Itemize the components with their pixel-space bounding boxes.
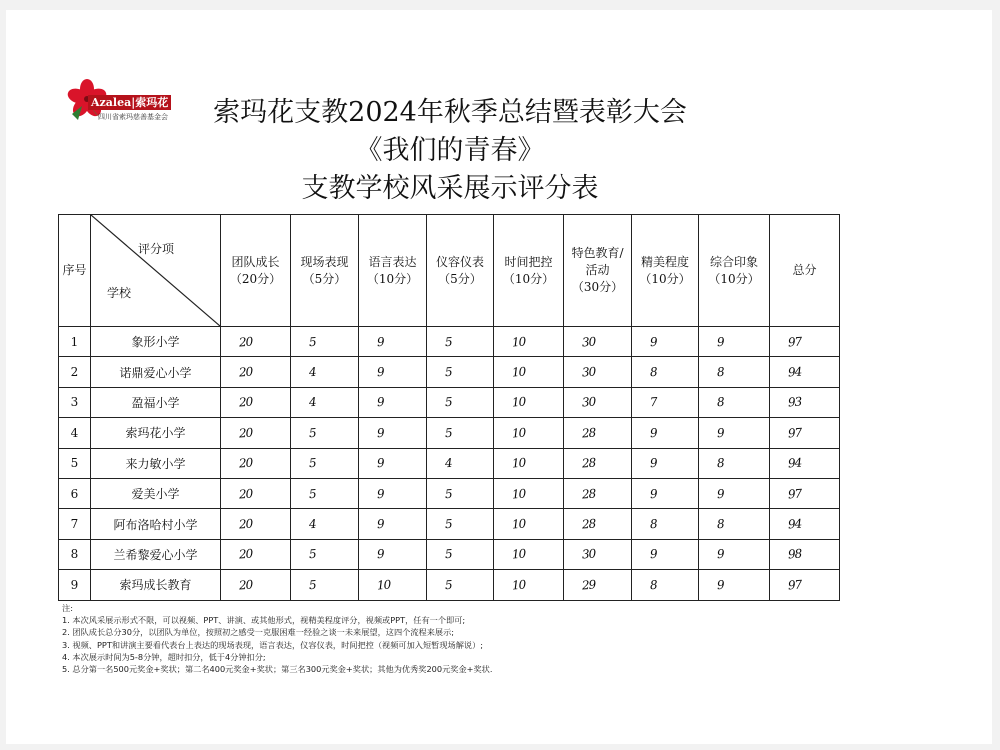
header-criterion xyxy=(699,215,770,327)
header-criterion-line: 总分 xyxy=(792,263,817,277)
row-index: 3 xyxy=(59,387,91,417)
handwritten-score xyxy=(427,357,494,387)
row-index: 2 xyxy=(59,357,91,387)
handwritten-score xyxy=(632,327,699,357)
handwritten-score xyxy=(291,357,359,387)
total-score xyxy=(770,539,840,569)
score-value: 8 xyxy=(649,364,658,380)
header-criterion xyxy=(494,215,564,327)
handwritten-score xyxy=(359,357,427,387)
header-criterion xyxy=(632,215,699,327)
score-value: 10 xyxy=(511,364,526,380)
score-value: 9 xyxy=(376,364,385,380)
header-criterion xyxy=(291,215,359,327)
header-criterion-line: （10分） xyxy=(639,271,691,286)
handwritten-score xyxy=(494,357,564,387)
score-value: 9 xyxy=(376,334,385,349)
header-criterion-line: 特色教育/ xyxy=(571,246,624,260)
note-item: 4. 本次展示时间为5-8分钟，超时扣分，低于4分钟扣分; xyxy=(62,651,266,662)
handwritten-score xyxy=(359,387,427,417)
score-value: 20 xyxy=(238,577,253,593)
total-score xyxy=(770,448,840,478)
score-value: 8 xyxy=(716,456,725,471)
score-value: 30 xyxy=(581,395,596,410)
handwritten-score xyxy=(221,509,291,539)
header-criterion-line: 语言表达 xyxy=(368,254,417,269)
header-criterion-line: 综合印象 xyxy=(709,254,758,269)
score-value: 5 xyxy=(444,516,453,532)
school-name: 诺鼎爱心小学 xyxy=(91,357,221,387)
handwritten-score xyxy=(221,539,291,569)
score-value: 8 xyxy=(649,577,658,593)
handwritten-score xyxy=(291,448,359,478)
score-value: 97 xyxy=(787,425,802,441)
score-value: 10 xyxy=(511,395,526,410)
school-name: 盈福小学 xyxy=(91,387,221,417)
score-value: 20 xyxy=(238,395,253,410)
handwritten-score xyxy=(564,570,632,600)
row-index: 5 xyxy=(59,448,91,478)
handwritten-score xyxy=(632,509,699,539)
score-value: 10 xyxy=(511,516,526,532)
handwritten-score xyxy=(291,509,359,539)
handwritten-score xyxy=(564,448,632,478)
score-value: 4 xyxy=(308,516,317,532)
handwritten-score xyxy=(427,448,494,478)
score-value: 8 xyxy=(716,395,725,410)
score-value: 5 xyxy=(444,486,453,501)
score-value: 93 xyxy=(787,395,802,410)
handwritten-score xyxy=(427,570,494,600)
score-value: 5 xyxy=(308,456,317,471)
notes-section xyxy=(62,602,962,675)
main-title: 索玛花支教2024年秋季总结暨表彰大会 xyxy=(213,97,687,128)
handwritten-score xyxy=(359,448,427,478)
table-row xyxy=(59,448,840,478)
header-criterion-line: 仪容仪表 xyxy=(435,254,484,269)
handwritten-score xyxy=(564,418,632,448)
header-criterion-line: （10分） xyxy=(366,271,419,286)
score-value: 30 xyxy=(581,364,596,380)
score-value: 30 xyxy=(581,546,596,562)
handwritten-score xyxy=(427,539,494,569)
handwritten-score xyxy=(221,387,291,417)
table-row xyxy=(59,357,840,387)
score-value: 9 xyxy=(376,456,385,471)
table-row xyxy=(59,570,840,600)
score-value: 4 xyxy=(444,456,453,471)
handwritten-score xyxy=(494,570,564,600)
score-value: 4 xyxy=(308,364,317,380)
handwritten-score xyxy=(291,539,359,569)
header-criterion-line: 精美程度 xyxy=(640,254,689,269)
score-value: 30 xyxy=(581,334,596,350)
score-value: 8 xyxy=(649,516,658,532)
score-value: 94 xyxy=(787,516,802,532)
score-value: 9 xyxy=(376,516,385,532)
diagonal-line xyxy=(91,215,220,326)
handwritten-score xyxy=(699,448,770,478)
score-value: 5 xyxy=(444,577,453,593)
score-value: 28 xyxy=(581,425,596,441)
header-criterion-line: （5分） xyxy=(302,271,347,286)
score-value: 9 xyxy=(376,395,385,410)
score-value: 9 xyxy=(649,486,658,501)
handwritten-score xyxy=(427,509,494,539)
header-criterion-line: （20分） xyxy=(229,271,282,286)
score-value: 10 xyxy=(511,486,526,502)
handwritten-score xyxy=(221,357,291,387)
score-value: 9 xyxy=(376,425,385,441)
note-item: 2. 团队成长总分30分，以团队为单位，按照初之感受一克服困难一经验之谈一未来展望，这四个流程来展示; xyxy=(62,627,455,638)
row-index: 9 xyxy=(59,570,91,600)
score-value: 10 xyxy=(511,577,526,593)
score-value: 9 xyxy=(716,577,725,593)
handwritten-score xyxy=(632,418,699,448)
row-index: 7 xyxy=(59,509,91,539)
subtitle: 《我们的青春》 xyxy=(355,135,545,166)
handwritten-score xyxy=(359,478,427,508)
score-value: 97 xyxy=(787,486,802,502)
handwritten-score xyxy=(632,539,699,569)
score-value: 8 xyxy=(716,364,725,380)
score-value: 9 xyxy=(716,334,725,349)
header-criterion xyxy=(564,215,632,327)
handwritten-score xyxy=(632,570,699,600)
score-value: 10 xyxy=(511,334,526,350)
score-value: 20 xyxy=(238,546,253,562)
handwritten-score xyxy=(291,478,359,508)
school-name: 兰希黎爱心小学 xyxy=(91,539,221,569)
handwritten-score xyxy=(632,357,699,387)
school-name: 索玛花小学 xyxy=(91,418,221,448)
header-criterion-line: 活动 xyxy=(585,263,610,277)
handwritten-score xyxy=(632,478,699,508)
score-value: 5 xyxy=(308,334,317,349)
header-criterion-line: （10分） xyxy=(708,271,760,286)
note-item: 1. 本次风采展示形式不限，可以视频、PPT、讲演、或其他形式，视精美程度评分，视频或PPT，任有一个即可; xyxy=(62,615,466,626)
school-name: 索玛成长教育 xyxy=(91,570,221,600)
row-index: 6 xyxy=(59,478,91,508)
handwritten-score xyxy=(291,570,359,600)
score-value: 9 xyxy=(376,547,385,562)
handwritten-score xyxy=(221,418,291,448)
score-value: 5 xyxy=(444,547,453,562)
score-value: 10 xyxy=(376,577,391,593)
score-value: 20 xyxy=(238,425,253,441)
header-index: 序号 xyxy=(59,215,91,327)
score-value: 9 xyxy=(716,486,725,501)
handwritten-score xyxy=(494,509,564,539)
header-criterion-line: 时间把控 xyxy=(504,254,553,269)
total-score xyxy=(770,327,840,357)
handwritten-score xyxy=(359,509,427,539)
header-school-label: 学校 xyxy=(107,286,132,300)
handwritten-score xyxy=(494,478,564,508)
header-criterion xyxy=(770,215,840,327)
note-item: 3. 视频、PPT和讲演主要看代表台上表达的现场表现，语言表达，仪容仪表，时间把控（视频可加入短暂现场解说）; xyxy=(62,639,484,650)
score-value: 7 xyxy=(649,395,658,410)
row-index: 4 xyxy=(59,418,91,448)
score-value: 10 xyxy=(511,455,526,471)
handwritten-score xyxy=(427,387,494,417)
score-value: 5 xyxy=(444,364,453,380)
header-criteria-label: 评分项 xyxy=(137,242,174,256)
score-value: 29 xyxy=(581,577,596,593)
handwritten-score xyxy=(291,418,359,448)
score-value: 9 xyxy=(649,456,658,471)
handwritten-score xyxy=(221,327,291,357)
handwritten-score xyxy=(564,509,632,539)
score-value: 10 xyxy=(511,546,526,562)
school-name: 阿布洛哈村小学 xyxy=(91,509,221,539)
handwritten-score xyxy=(221,448,291,478)
handwritten-score xyxy=(494,327,564,357)
handwritten-score xyxy=(427,478,494,508)
handwritten-score xyxy=(564,357,632,387)
handwritten-score xyxy=(359,570,427,600)
score-value: 94 xyxy=(787,455,802,471)
header-criterion-line: （10分） xyxy=(502,271,555,286)
score-value: 20 xyxy=(238,364,253,380)
header-diagonal-cell xyxy=(91,215,221,327)
handwritten-score xyxy=(291,387,359,417)
handwritten-score xyxy=(632,448,699,478)
handwritten-score xyxy=(564,539,632,569)
table-row xyxy=(59,387,840,417)
score-value: 97 xyxy=(787,334,802,350)
score-value: 5 xyxy=(444,425,453,441)
header-criterion-line: （30分） xyxy=(571,280,624,294)
notes-heading: 注: xyxy=(62,603,73,613)
handwritten-score xyxy=(564,327,632,357)
total-score xyxy=(770,418,840,448)
score-value: 9 xyxy=(716,425,725,441)
score-value: 9 xyxy=(716,547,725,562)
score-value: 97 xyxy=(787,577,802,593)
header-criterion xyxy=(221,215,291,327)
total-score xyxy=(770,357,840,387)
score-value: 10 xyxy=(511,425,526,441)
handwritten-score xyxy=(427,327,494,357)
score-value: 9 xyxy=(376,486,385,501)
handwritten-score xyxy=(359,539,427,569)
score-value: 20 xyxy=(238,486,253,502)
handwritten-score xyxy=(699,478,770,508)
total-score xyxy=(770,570,840,600)
table-row xyxy=(59,539,840,569)
header-criterion xyxy=(427,215,494,327)
score-value: 8 xyxy=(716,516,725,532)
table-row xyxy=(59,418,840,448)
header-criterion-line: 现场表现 xyxy=(300,254,349,269)
score-value: 28 xyxy=(581,486,596,502)
total-score xyxy=(770,387,840,417)
logo-org-text: 四川省索玛慈善基金会 xyxy=(98,113,168,121)
score-value: 9 xyxy=(649,425,658,441)
handwritten-score xyxy=(494,539,564,569)
score-value: 5 xyxy=(308,425,317,441)
score-value: 5 xyxy=(308,577,317,593)
handwritten-score xyxy=(291,327,359,357)
header-criterion-line: 团队成长 xyxy=(231,254,280,269)
row-index: 8 xyxy=(59,539,91,569)
score-value: 28 xyxy=(581,455,596,471)
header-criterion xyxy=(359,215,427,327)
score-value: 5 xyxy=(444,395,453,410)
handwritten-score xyxy=(221,570,291,600)
handwritten-score xyxy=(699,357,770,387)
handwritten-score xyxy=(494,418,564,448)
handwritten-score xyxy=(221,478,291,508)
handwritten-score xyxy=(699,570,770,600)
score-value: 20 xyxy=(238,334,253,350)
total-score xyxy=(770,509,840,539)
handwritten-score xyxy=(632,387,699,417)
handwritten-score xyxy=(699,418,770,448)
handwritten-score xyxy=(699,387,770,417)
handwritten-score xyxy=(494,387,564,417)
note-item: 5. 总分第一名500元奖金+奖状；第二名400元奖金+奖状；第三名300元奖金+奖状；其他为优秀奖200元奖金+奖状. xyxy=(62,664,493,675)
score-value: 9 xyxy=(649,334,658,349)
handwritten-score xyxy=(359,418,427,448)
handwritten-score xyxy=(359,327,427,357)
logo-brand-text: Azalea|索玛花 xyxy=(88,95,171,110)
handwritten-score xyxy=(699,539,770,569)
score-value: 20 xyxy=(238,516,253,532)
handwritten-score xyxy=(699,509,770,539)
score-value: 20 xyxy=(238,455,253,471)
score-value: 9 xyxy=(649,547,658,562)
score-value: 5 xyxy=(444,334,453,349)
table-row xyxy=(59,478,840,508)
table-row xyxy=(59,327,840,357)
header-criterion-line: （5分） xyxy=(438,271,482,286)
score-value: 5 xyxy=(308,547,317,562)
score-value: 94 xyxy=(787,364,802,380)
score-value: 5 xyxy=(308,486,317,501)
row-index: 1 xyxy=(59,327,91,357)
score-value: 4 xyxy=(308,395,317,410)
total-score xyxy=(770,478,840,508)
score-value: 28 xyxy=(581,516,596,532)
form-title: 支教学校风采展示评分表 xyxy=(301,173,599,204)
handwritten-score xyxy=(427,418,494,448)
table-row xyxy=(59,509,840,539)
score-table xyxy=(58,214,840,601)
handwritten-score xyxy=(564,478,632,508)
school-name: 来力敏小学 xyxy=(91,448,221,478)
school-name: 爱美小学 xyxy=(91,478,221,508)
school-name: 象形小学 xyxy=(91,327,221,357)
score-value: 98 xyxy=(787,546,802,562)
table-header-row xyxy=(59,215,840,327)
handwritten-score xyxy=(564,387,632,417)
handwritten-score xyxy=(699,327,770,357)
handwritten-score xyxy=(494,448,564,478)
